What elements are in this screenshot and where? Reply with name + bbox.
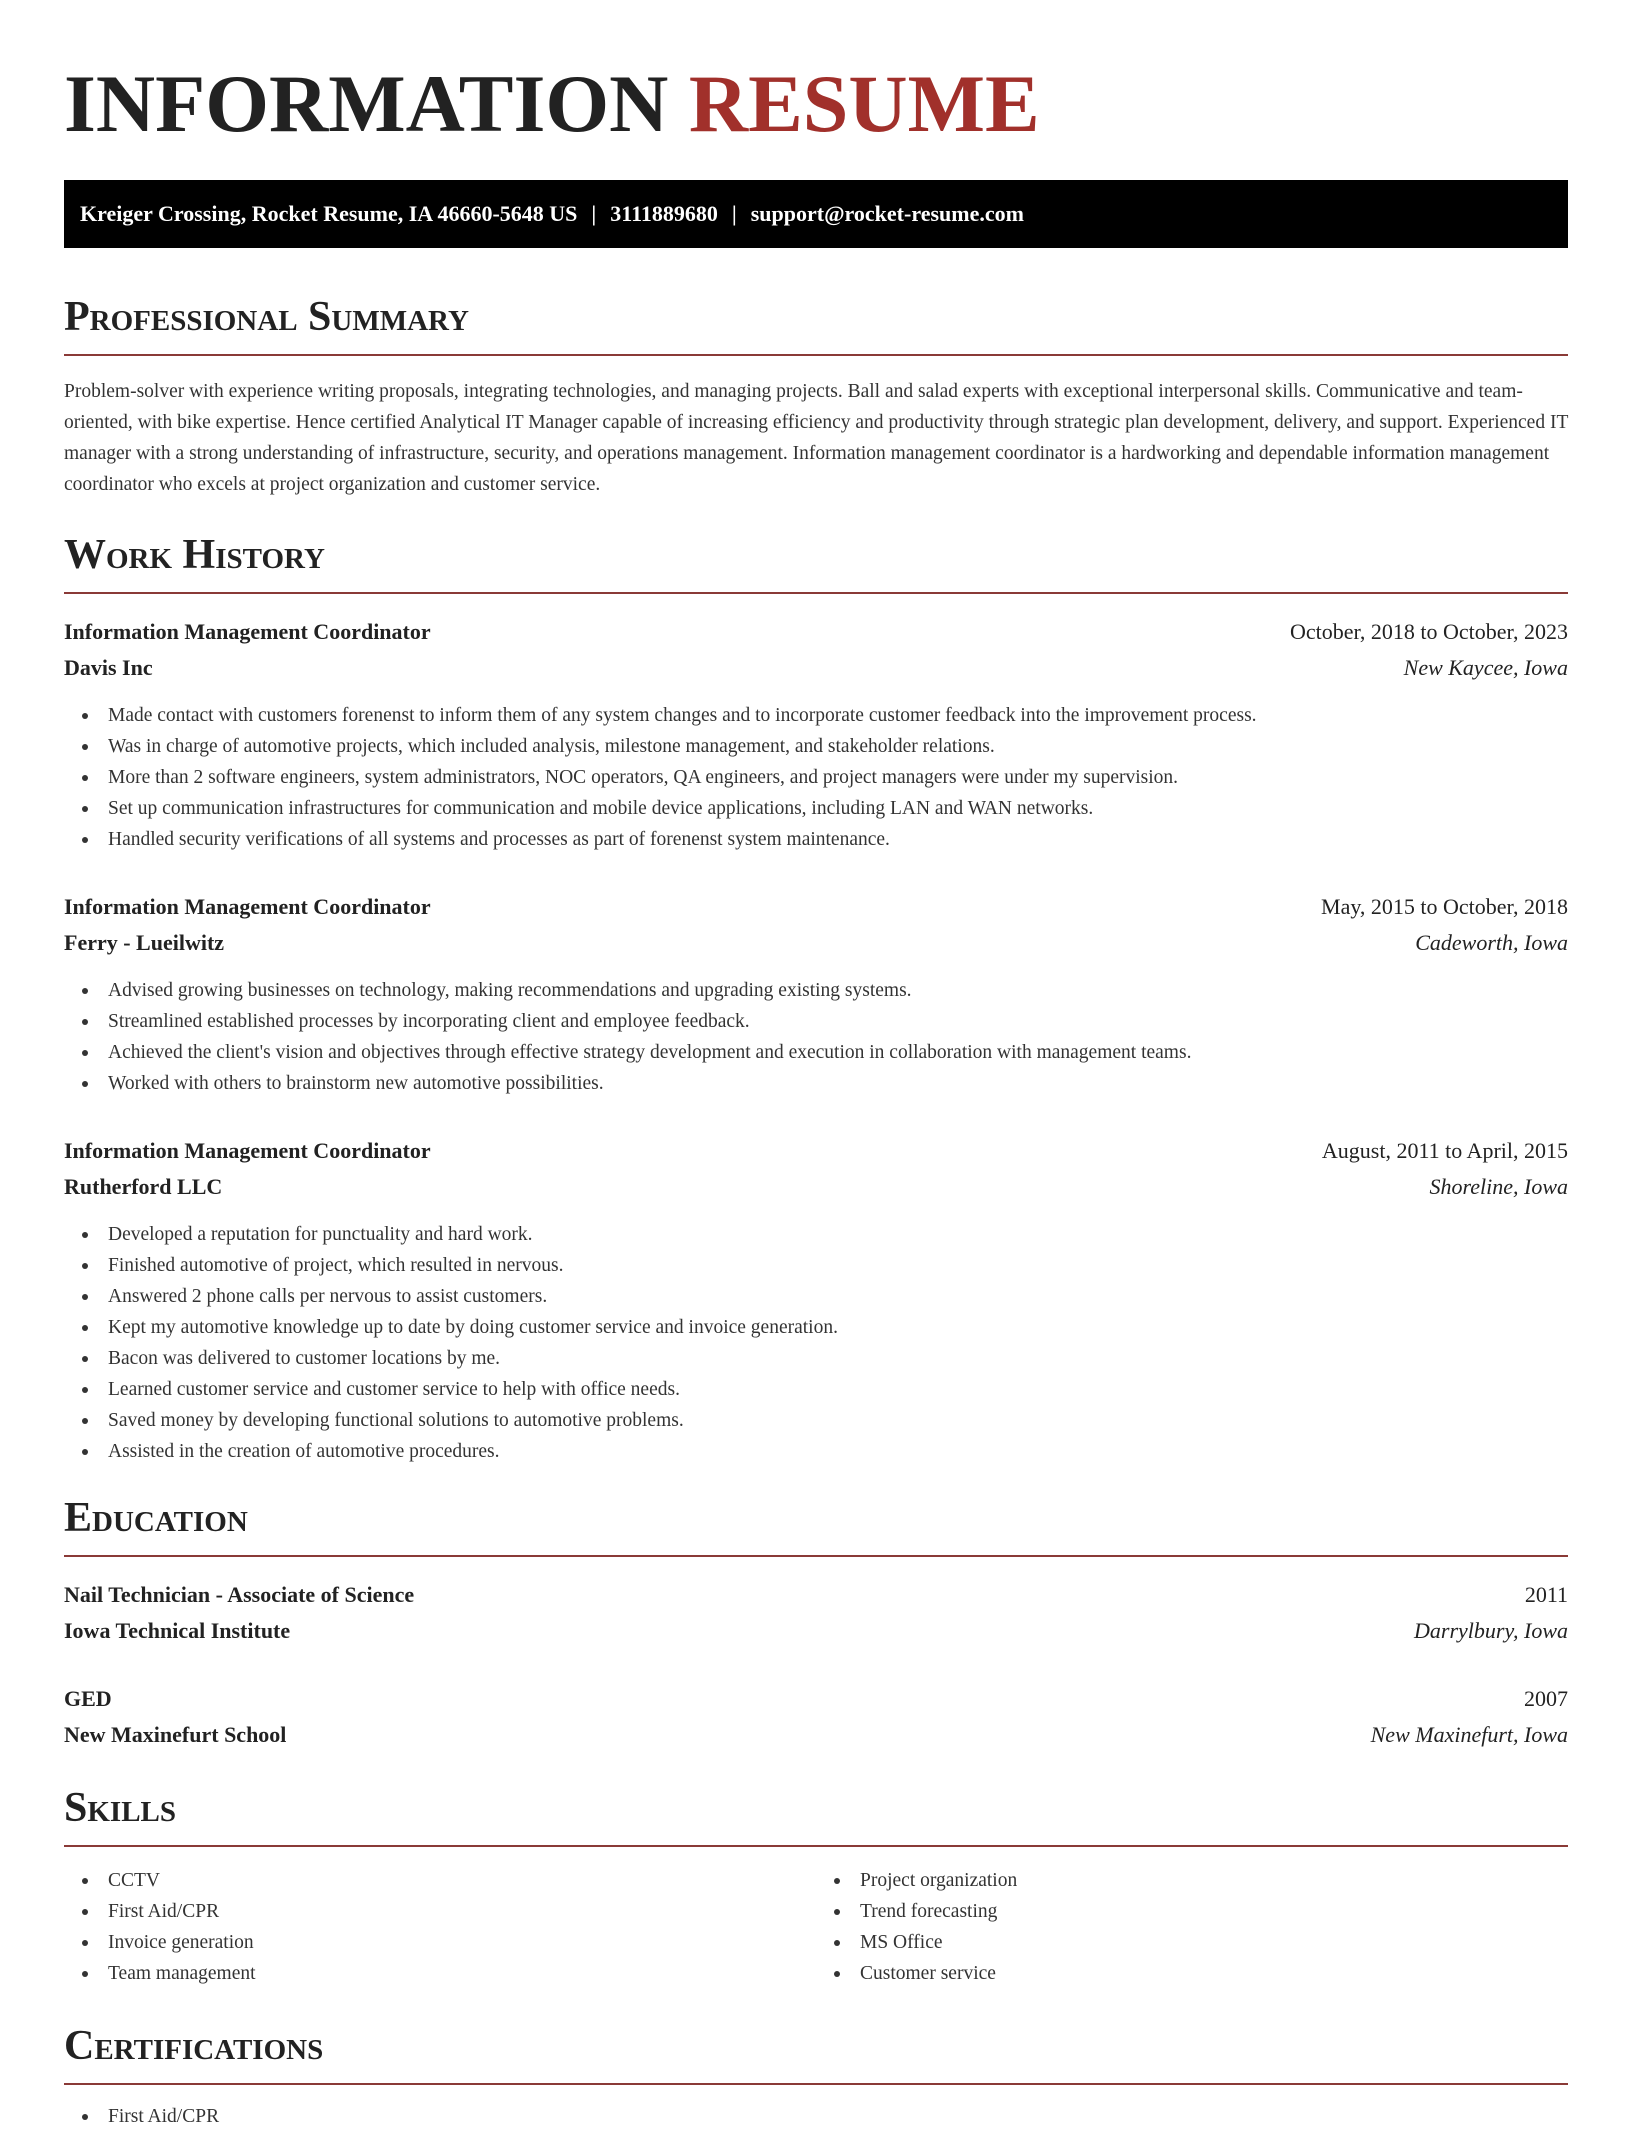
first-name: INFORMATION: [64, 58, 669, 149]
skills-column-right: [816, 1865, 1568, 1989]
job-role: Information Management Coordinator: [64, 1138, 431, 1163]
skills-list: [64, 1865, 816, 1989]
job-dates: May, 2015 to October, 2018: [1321, 894, 1568, 919]
skill-item: MS Office: [834, 1927, 1568, 1958]
education-location: Darrylbury, Iowa: [1414, 1618, 1568, 1643]
education-school-row: [64, 1613, 1568, 1649]
job-company-row: [64, 650, 1568, 686]
section-title-skills: Skills: [64, 1785, 177, 1831]
contact-separator: |: [591, 201, 597, 226]
last-name: RESUME: [688, 58, 1040, 149]
skill-item: Customer service: [834, 1958, 1568, 1989]
job-header-row: [64, 614, 1568, 650]
contact-phone: 3111889680: [610, 201, 718, 226]
work-history-section: [64, 530, 1568, 1467]
certifications-section: [64, 2021, 1568, 2132]
education-degree-row: [64, 1681, 1568, 1717]
list-item: Advised growing businesses on technology, making recommendations and upgrading existing systems.: [82, 975, 1568, 1006]
education-location: New Maxinefurt, Iowa: [1370, 1722, 1568, 1747]
section-title-education: Education: [64, 1495, 248, 1541]
list-item: Saved money by developing functional solutions to automotive problems.: [82, 1405, 1568, 1436]
job-entry: [64, 889, 1568, 1099]
skills-grid: [64, 1865, 1568, 1989]
job-company-row: [64, 925, 1568, 961]
list-item: Made contact with customers forenenst to inform them of any system changes and to incorporate customer feedback into the improvement process.: [82, 700, 1568, 731]
education-year: 2011: [1524, 1582, 1568, 1607]
section-divider: [64, 2083, 1568, 2085]
name-heading: [64, 0, 1568, 152]
list-item: Finished automotive of project, which resulted in nervous.: [82, 1250, 1568, 1281]
job-header-row: [64, 1133, 1568, 1169]
education-section: [64, 1493, 1568, 1753]
skill-item: Team management: [82, 1958, 816, 1989]
job-location: New Kaycee, Iowa: [1403, 655, 1568, 680]
list-item: Was in charge of automotive projects, which included analysis, milestone management, and stakeholder relations.: [82, 731, 1568, 762]
list-item: Set up communication infrastructures for communication and mobile device applications, including LAN and WAN networks.: [82, 793, 1568, 824]
list-item: Streamlined established processes by incorporating client and employee feedback.: [82, 1006, 1568, 1037]
education-entry: [64, 1577, 1568, 1649]
summary-section: [64, 292, 1568, 500]
skill-item: Trend forecasting: [834, 1896, 1568, 1927]
skill-item: Project organization: [834, 1865, 1568, 1896]
education-school-row: [64, 1717, 1568, 1753]
list-item: Assisted in the creation of automotive procedures.: [82, 1436, 1568, 1467]
skills-list: [816, 1865, 1568, 1989]
section-title-work-history: Work History: [64, 532, 325, 578]
contact-separator: |: [731, 201, 737, 226]
skill-item: CCTV: [82, 1865, 816, 1896]
job-entry: [64, 1133, 1568, 1467]
list-item: Answered 2 phone calls per nervous to assist customers.: [82, 1281, 1568, 1312]
list-item: Handled security verifications of all systems and processes as part of forenenst system maintenance.: [82, 824, 1568, 855]
section-title-certifications: Certifications: [64, 2023, 324, 2069]
job-location: Shoreline, Iowa: [1429, 1174, 1568, 1199]
job-role: Information Management Coordinator: [64, 619, 431, 644]
section-divider: [64, 1845, 1568, 1847]
skills-section: [64, 1783, 1568, 1989]
section-divider: [64, 1555, 1568, 1557]
list-item: Developed a reputation for punctuality and hard work.: [82, 1219, 1568, 1250]
job-company: Rutherford LLC: [64, 1174, 223, 1199]
skills-column-left: [64, 1865, 816, 1989]
job-dates: August, 2011 to April, 2015: [1321, 1138, 1568, 1163]
job-location: Cadeworth, Iowa: [1415, 930, 1568, 955]
job-header-row: [64, 889, 1568, 925]
section-title-summary: Professional Summary: [64, 294, 469, 340]
section-divider: [64, 592, 1568, 594]
list-item: More than 2 software engineers, system administrators, NOC operators, QA engineers, and project managers were under my supervision.: [82, 762, 1568, 793]
job-company-row: [64, 1169, 1568, 1205]
contact-email: support@rocket-resume.com: [750, 201, 1024, 226]
skill-item: First Aid/CPR: [82, 1896, 816, 1927]
list-item: Bacon was delivered to customer locations by me.: [82, 1343, 1568, 1374]
job-bullets: [64, 1219, 1568, 1467]
education-degree-row: [64, 1577, 1568, 1613]
job-bullets: [64, 975, 1568, 1099]
education-degree: GED: [64, 1686, 112, 1711]
list-item: Worked with others to brainstorm new automotive possibilities.: [82, 1068, 1568, 1099]
job-bullets: [64, 700, 1568, 855]
list-item: Learned customer service and customer service to help with office needs.: [82, 1374, 1568, 1405]
contact-bar: [64, 180, 1568, 248]
job-company: Ferry - Lueilwitz: [64, 930, 225, 955]
list-item: Achieved the client's vision and objectives through effective strategy development and execution in collaboration with management teams.: [82, 1037, 1568, 1068]
education-degree: Nail Technician - Associate of Science: [64, 1582, 415, 1607]
education-entry: [64, 1681, 1568, 1753]
education-school: New Maxinefurt School: [64, 1722, 287, 1747]
education-year: 2007: [1524, 1686, 1568, 1711]
job-company: Davis Inc: [64, 655, 153, 680]
summary-text: Problem-solver with experience writing proposals, integrating technologies, and managing projects. Ball and salad experts with exceptional interpersonal skills. Communicative and team-oriented, with bike expertise. Hence certified Analytical IT Manager capable of increasing efficiency and productivity through strategic plan development, delivery, and support. Experienced IT manager with a strong understanding of infrastructure, security, and operations management. Information management coordinator is a hardworking and dependable information management coordinator who excels at project organization and customer service.: [64, 381, 1569, 495]
list-item: Kept my automotive knowledge up to date by doing customer service and invoice generation.: [82, 1312, 1568, 1343]
job-role: Information Management Coordinator: [64, 894, 431, 919]
job-dates: October, 2018 to October, 2023: [1289, 619, 1568, 644]
section-divider: [64, 354, 1568, 356]
skill-item: Invoice generation: [82, 1927, 816, 1958]
certifications-list: [64, 2101, 1568, 2132]
certification-item: First Aid/CPR: [82, 2101, 1568, 2132]
education-school: Iowa Technical Institute: [64, 1618, 291, 1643]
contact-address: Kreiger Crossing, Rocket Resume, IA 46660-5648 US: [80, 201, 578, 226]
job-entry: [64, 614, 1568, 855]
